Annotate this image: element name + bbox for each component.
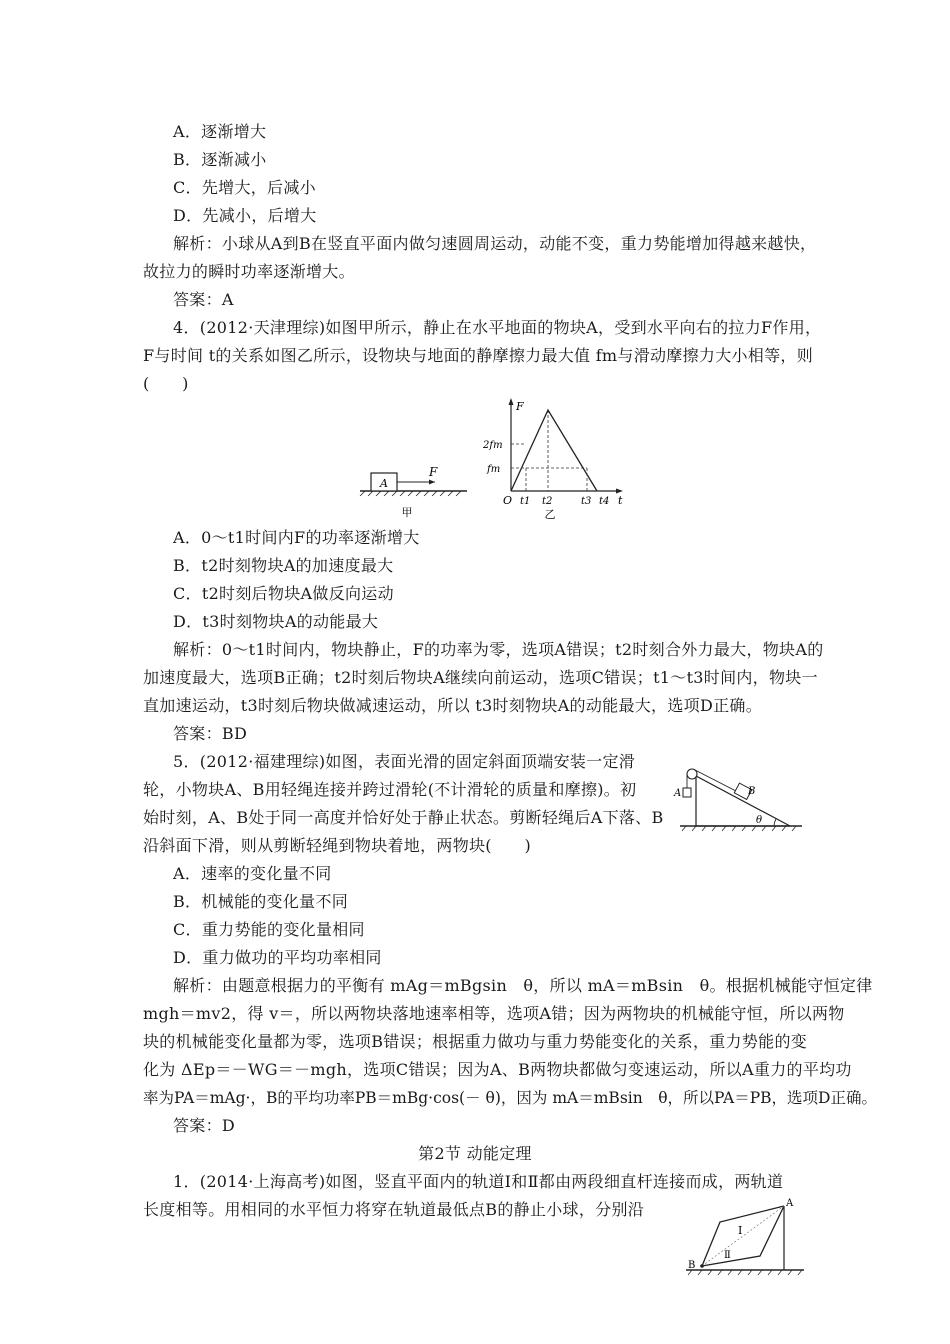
q4-analysis-line: 解析：0～t1时间内，物块静止，F的功率为零，选项A错误；t2时刻合外力最大，物块A的: [173, 640, 824, 659]
q4-option-a: A．0～t1时间内F的功率逐渐增大: [173, 528, 420, 547]
q5-analysis-line: 率为PA＝mAg·，B的平均功率PB＝mBg·cos(－ θ)，因为 mA＝mBsin θ，所以PA＝PB，选项D正确。: [143, 1089, 877, 1107]
point-b-label: B: [688, 1260, 696, 1271]
q4-answer: 答案：BD: [173, 724, 248, 743]
angle-label: θ: [756, 815, 763, 826]
q4-option-d: D．t3时刻物块A的动能最大: [173, 612, 379, 631]
force-arrow: [429, 480, 435, 485]
q3-analysis-line: 解析：小球从A到B在竖直平面内做匀速圆周运动，动能不变，重力势能增加得越来越快，: [173, 234, 817, 253]
point-a-label: A: [786, 1198, 794, 1209]
figure-caption: 乙: [544, 508, 556, 520]
force-curve: [511, 410, 597, 491]
section-title: 第2节 动能定理: [418, 1144, 532, 1163]
tick-t3: t3: [581, 496, 592, 507]
q4-stem-line: ( ): [143, 374, 189, 393]
q5-option-c: C．重力势能的变化量相同: [173, 920, 365, 939]
q4-analysis-line: 直加速运动，t3时刻后物块做减速运动，所以 t3时刻物块A的动能最大，选项D正确。: [143, 696, 762, 715]
tick-t2: t2: [542, 496, 553, 507]
q3-option-b: B．逐渐减小: [173, 150, 267, 169]
track-1-label: Ⅰ: [738, 1224, 743, 1237]
s2q1-stem-line: 长度相等。用相同的水平恒力将穿在轨道最低点B的静止小球，分别沿: [143, 1200, 645, 1219]
q3-option-c: C．先增大，后减小: [173, 178, 316, 197]
force-label: F: [429, 465, 438, 479]
q5-option-a: A．速率的变化量不同: [173, 864, 332, 883]
q4-stem-line: F与时间 t的关系如图乙所示，设物块与地面的静摩擦力最大值 fm与滑动摩擦力大小相等，则: [143, 346, 813, 365]
q3-option-d: D．先减小，后增大: [173, 206, 317, 225]
q5-analysis-line: 化为 ΔEp＝－WG＝－mgh，选项C错误；因为A、B两物块都做匀变速运动，所以A重力的平均功: [143, 1060, 852, 1079]
q5-analysis-line: 解析：由题意根据力的平衡有 mAg＝mBgsin θ，所以 mA＝mBsin θ。根据机械能守恒定律: [173, 976, 873, 995]
block-b-label: B: [748, 786, 756, 797]
q5-analysis-line: mgh＝mv2，得 v＝，所以两物块落地速率相等，选项A错；因为两物块的机械能守恒，所以两物: [143, 1004, 845, 1023]
q5-answer: 答案：D: [173, 1116, 236, 1135]
q3-answer: 答案：A: [173, 290, 234, 309]
track-1: [702, 1206, 784, 1266]
figure-incline: [670, 762, 810, 834]
q5-stem-line: 沿斜面下滑，则从剪断轻绳到物块着地，两物块( ): [143, 836, 531, 855]
x-axis-label: t: [618, 494, 623, 507]
tick-2fm: 2fm: [483, 440, 503, 451]
q3-analysis-line: 故拉力的瞬时功率逐渐增大。: [143, 262, 355, 281]
q4-stem-line: 4．(2012·天津理综)如图甲所示，静止在水平地面的物块A，受到水平向右的拉力F作用，: [173, 318, 822, 337]
origin-label: O: [503, 494, 513, 507]
q5-analysis-line: 块的机械能变化量都为零，选项B错误；根据重力做功与重力势能变化的关系，重力势能的变: [143, 1032, 808, 1051]
tick-t1: t1: [520, 496, 531, 507]
q4-analysis-line: 加速度最大，选项B正确；t2时刻后物块A继续向前运动，选项C错误；t1～t3时间内，物块一: [143, 668, 818, 687]
figure-caption: 甲: [401, 506, 413, 519]
block-label: A: [380, 477, 388, 490]
track-2-label: Ⅱ: [724, 1250, 731, 1261]
rope: [694, 770, 736, 792]
q5-stem-line: 5．(2012·福建理综)如图，表面光滑的固定斜面顶端安装一定滑: [173, 752, 636, 771]
block-a: [683, 788, 691, 797]
q4-option-b: B．t2时刻物块A的加速度最大: [173, 556, 394, 575]
q5-stem-line: 始时刻，A、B处于同一高度并恰好处于静止状态。剪断轻绳后A下落、B: [143, 808, 664, 827]
block-a-label: A: [674, 788, 682, 799]
q5-stem-line: 轮，小物块A、B用轻绳连接并跨过滑轮(不计滑轮的质量和摩擦)。初: [143, 780, 637, 799]
q3-option-a: A．逐渐增大: [173, 122, 267, 141]
incline: [696, 776, 790, 826]
figure-jia: [355, 460, 475, 522]
tick-t4: t4: [599, 496, 610, 507]
q4-option-c: C．t2时刻后物块A做反向运动: [173, 584, 394, 603]
q5-option-b: B．机械能的变化量不同: [173, 892, 349, 911]
y-axis-label: F: [516, 400, 524, 413]
q5-option-d: D．重力做功的平均功率相同: [173, 948, 382, 967]
figure-tracks: [680, 1192, 810, 1282]
s2q1-stem-line: 1．(2014·上海高考)如图，竖直平面内的轨道Ⅰ和Ⅱ都由两段细直杆连接而成，两轨道: [173, 1172, 784, 1191]
tick-fm: fm: [487, 464, 501, 475]
figure-yi: [478, 394, 638, 520]
